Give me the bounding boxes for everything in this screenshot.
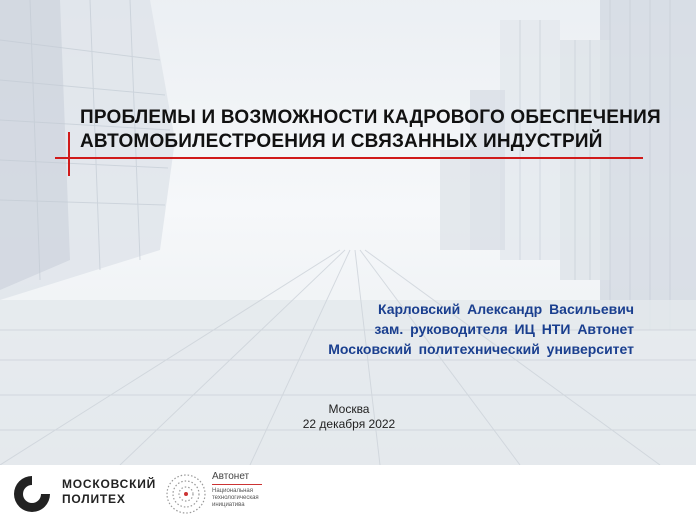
- date: 22 декабря 2022: [302, 417, 396, 431]
- place-date-block: [300, 402, 398, 432]
- city: Москва: [328, 402, 370, 416]
- autonet-sub-line3: инициатива: [212, 502, 245, 508]
- autonet-logo-subtitle: [212, 488, 259, 509]
- title-underline: [55, 157, 643, 159]
- author-organization: Московский политехнический университет: [328, 341, 634, 357]
- author-position: зам. руководителя ИЦ НТИ Автонет: [374, 321, 634, 337]
- logo1-line2: ПОЛИТЕХ: [62, 492, 126, 506]
- title-line-1: ПРОБЛЕМЫ И ВОЗМОЖНОСТИ КАДРОВОГО ОБЕСПЕЧЕНИЯ: [80, 107, 661, 128]
- autonet-logo-divider: [212, 484, 262, 485]
- author-block: [328, 299, 634, 359]
- moscow-polytech-logo-text: [62, 477, 156, 507]
- slide-title: [80, 106, 680, 154]
- moscow-polytech-logo-icon: [12, 474, 52, 514]
- autonet-sub-line1: Национальная: [212, 488, 253, 494]
- author-name: Карловский Александр Васильевич: [378, 301, 634, 317]
- title-accent-bar: [68, 132, 70, 176]
- autonet-logo-name: Автонет: [212, 471, 250, 482]
- title-line-2: АВТОМОБИЛЕСТРОЕНИЯ И СВЯЗАННЫХ ИНДУСТРИЙ: [80, 131, 603, 152]
- logo1-line1: МОСКОВСКИЙ: [62, 477, 157, 491]
- autonet-sub-line2: технологическая: [212, 495, 259, 501]
- autonet-logo-icon: [164, 472, 208, 516]
